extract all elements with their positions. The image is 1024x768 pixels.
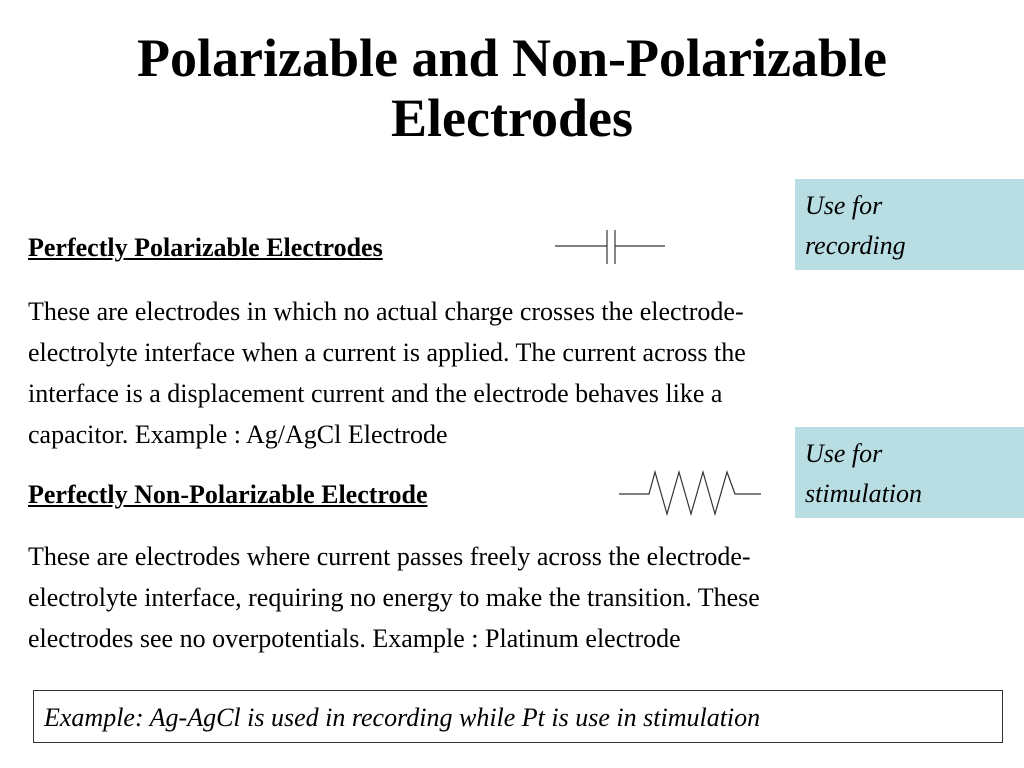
note-line: stimulation [805,479,923,508]
paragraph-line: electrolyte interface when a current is applied. The current across the [28,338,746,367]
paragraph-line: capacitor. Example : Ag/AgCl Electrode [28,420,448,449]
slide-title-line: Electrodes [391,88,633,148]
note-recording [795,179,1024,270]
paragraph-line: electrolyte interface, requiring no energy to make the transition. These [28,583,760,612]
heading-polarizable: Perfectly Polarizable Electrodes [28,233,383,262]
paragraph-line: interface is a displacement current and the electrode behaves like a [28,379,723,408]
paragraph-non-polarizable [28,536,1003,659]
footer-example-box: Example: Ag-AgCl is used in recording while Pt is use in stimulation [33,690,1003,743]
paragraph-line: These are electrodes in which no actual charge crosses the electrode- [28,297,744,326]
slide-title [0,28,1024,148]
capacitor-icon [553,228,668,268]
note-line: Use for [805,191,883,220]
note-stimulation [795,427,1024,518]
paragraph-line: These are electrodes where current passes freely across the electrode- [28,542,751,571]
slide-title-line: Polarizable and Non-Polarizable [137,28,887,88]
resistor-icon [617,468,763,518]
paragraph-line: electrodes see no overpotentials. Example : Platinum electrode [28,624,681,653]
note-line: Use for [805,439,883,468]
note-line: recording [805,231,906,260]
heading-non-polarizable: Perfectly Non-Polarizable Electrode [28,480,428,509]
